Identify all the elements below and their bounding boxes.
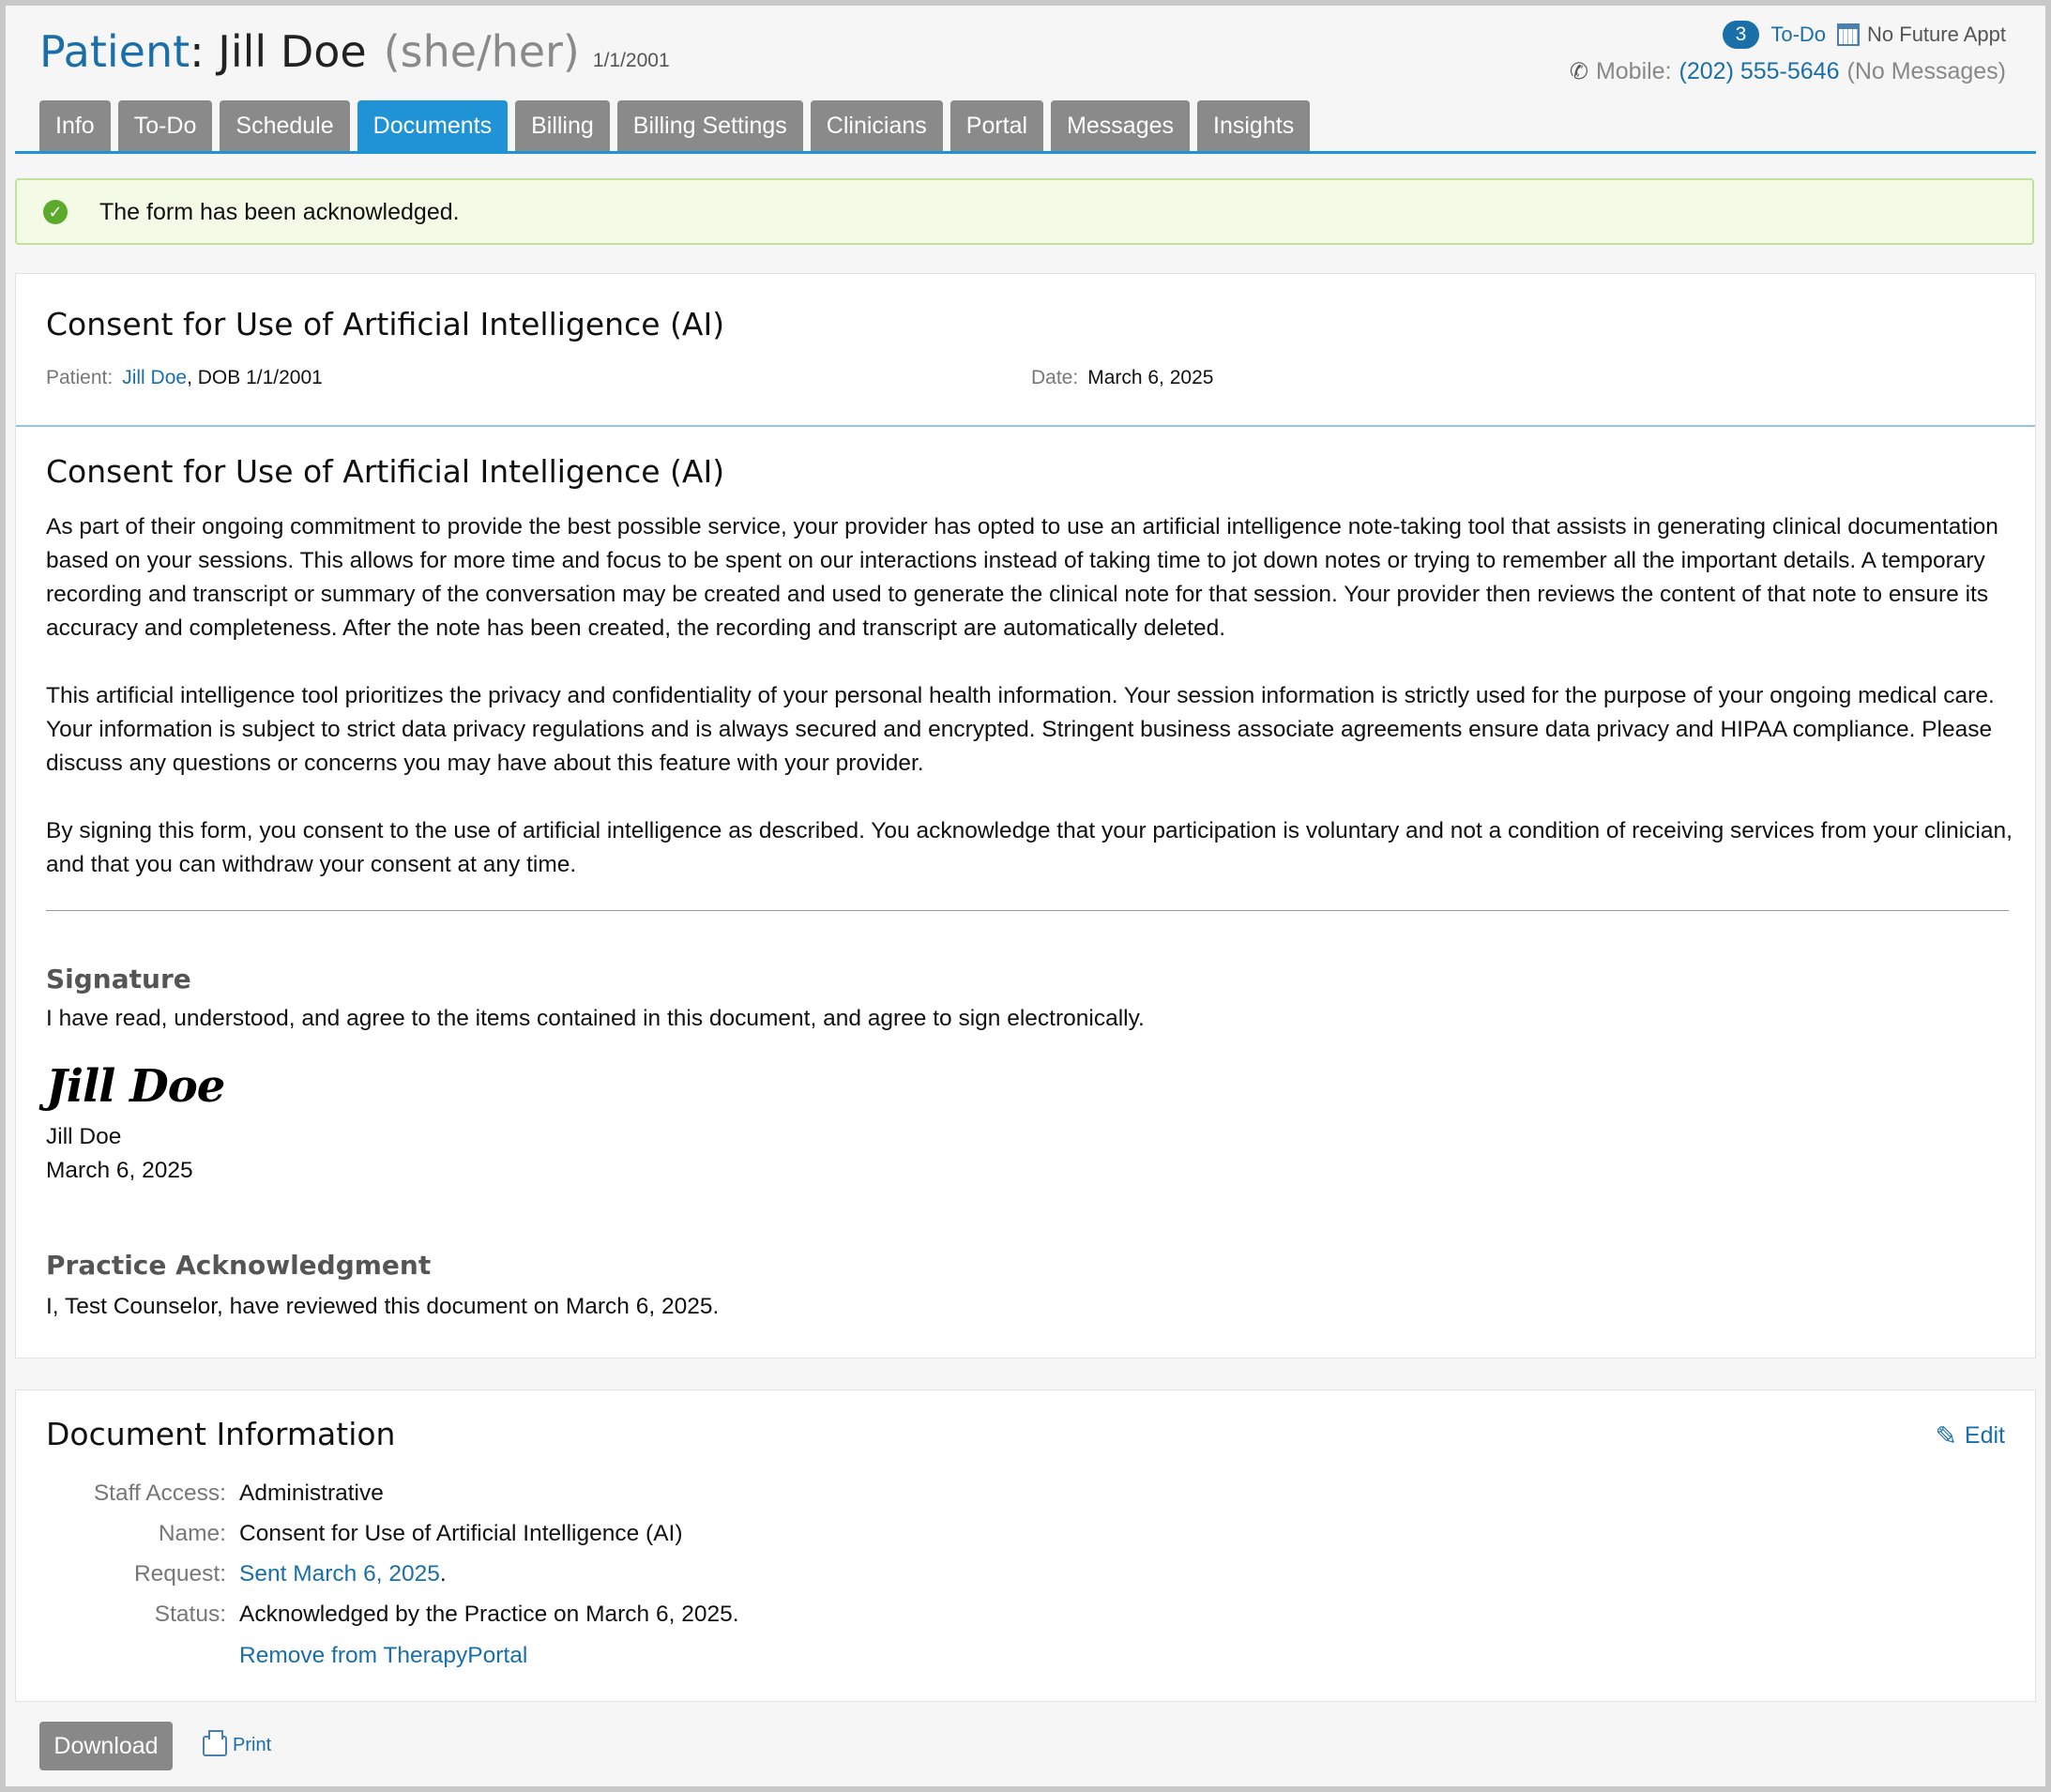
edit-button[interactable] <box>1935 1420 2005 1451</box>
edit-label: Edit <box>1964 1422 2005 1449</box>
tab-messages[interactable]: Messages <box>1051 100 1190 151</box>
info-value: Administrative <box>239 1481 384 1506</box>
tab-todo[interactable]: To-Do <box>118 100 213 151</box>
info-value: Consent for Use of Artificial Intelligence (AI) <box>239 1521 683 1546</box>
print-label: Print <box>233 1735 272 1755</box>
info-row-staff-access <box>16 1481 384 1507</box>
calendar-icon <box>1837 23 1860 46</box>
paragraph-1: As part of their ongoing commitment to provide the best possible service, your provider has opted to use an artificial intelligence note-taking tool that assists in generating clinical documentation based on your sessions. This allows for more time and focus to be spent on our interactions instead of taking time to jot down notes or trying to remember all the important details. A temporary recording and transcript or summary of the conversation may be created and used to generate the clinical note for that session. Your provider then reviews the content of that note to ensure its accuracy and completeness. After the note has been created, the recording and transcript are automatically deleted. <box>46 514 1998 641</box>
divider <box>16 425 2035 427</box>
document-title: Consent for Use of Artificial Intelligence (AI) <box>46 306 725 342</box>
paragraph-2: This artificial intelligence tool prioritizes the privacy and confidentiality of your personal health information. Your session information is strictly used for the purpose of your ongoing medical care. Your information is subject to strict data privacy regulations and is always secured and encrypted. Stringent business associate agreements ensure data privacy and HIPAA compliance. Please discuss any questions or concerns you may have about this feature with your provider. <box>46 683 1995 776</box>
meta-date-value: March 6, 2025 <box>1087 367 1214 388</box>
patient-name: Jill Doe <box>218 26 367 77</box>
signed-date: March 6, 2025 <box>46 1158 193 1183</box>
mobile-row <box>1570 58 2006 85</box>
mobile-label: Mobile: <box>1595 58 1672 84</box>
pronouns: (she/her) <box>383 26 580 77</box>
meta-patient-dob: , DOB 1/1/2001 <box>187 367 323 388</box>
signature-statement: I have read, understood, and agree to the items contained in this document, and agree to sign electronically. <box>46 1006 1145 1031</box>
request-link[interactable]: Sent March 6, 2025 <box>239 1561 440 1587</box>
info-row-status <box>16 1602 739 1628</box>
tab-clinicians[interactable]: Clinicians <box>811 100 943 151</box>
tab-billing-settings[interactable]: Billing Settings <box>617 100 803 151</box>
info-row-remove <box>16 1643 527 1669</box>
printer-icon <box>203 1736 227 1756</box>
phone-icon: ✆ <box>1569 59 1588 84</box>
future-appt-status <box>1837 23 2006 47</box>
tab-insights[interactable]: Insights <box>1197 100 1310 151</box>
tab-bar <box>39 100 1310 151</box>
patient-link[interactable]: Jill Doe <box>122 367 188 388</box>
patient-dob: 1/1/2001 <box>592 50 670 71</box>
info-label: Request: <box>133 1561 226 1587</box>
signature-heading: Signature <box>46 964 191 995</box>
page-title: Patient: Jill Doe (she/her) 1/1/2001 <box>39 26 670 77</box>
info-row-request: Request: Sent March 6, 2025. <box>16 1561 447 1587</box>
mobile-note: (No Messages) <box>1846 58 2006 84</box>
date-meta <box>1031 367 1213 389</box>
meta-patient-label: Patient: <box>46 367 114 388</box>
mobile-number-link[interactable]: (202) 555-5646 <box>1679 58 1840 84</box>
appt-label: No Future Appt <box>1867 23 2006 46</box>
document-panel <box>15 273 2036 1359</box>
document-body-title: Consent for Use of Artificial Intelligence (AI) <box>46 453 725 490</box>
check-circle-icon: ✓ <box>43 200 68 224</box>
download-button[interactable]: Download <box>39 1722 173 1770</box>
info-value: Acknowledged by the Practice on March 6, 2025. <box>239 1602 739 1627</box>
header-status <box>1570 21 2006 85</box>
signer-name: Jill Doe <box>46 1124 122 1149</box>
alert-message: The form has been acknowledged. <box>99 199 460 225</box>
patient-label: Patient <box>39 26 190 77</box>
paragraph-3: By signing this form, you consent to the use of artificial intelligence as described. You acknowledge that your participation is voluntary and not a condition of receiving services from your clinician, and that you can withdraw your consent at any time. <box>46 818 2013 877</box>
success-alert <box>15 178 2034 245</box>
tab-underline <box>15 151 2036 154</box>
signature-image: Jill Doe <box>46 1060 225 1113</box>
divider <box>46 910 2009 911</box>
info-label: Name: <box>158 1521 226 1546</box>
pencil-icon: ✎ <box>1935 1421 1957 1450</box>
document-info-title: Document Information <box>46 1416 396 1452</box>
tab-documents[interactable]: Documents <box>357 100 508 151</box>
info-label: Staff Access: <box>93 1481 226 1506</box>
tab-billing[interactable]: Billing <box>515 100 610 151</box>
meta-date-label: Date: <box>1031 367 1079 388</box>
acknowledgment-heading: Practice Acknowledgment <box>46 1250 432 1281</box>
print-button[interactable] <box>203 1735 271 1756</box>
patient-meta <box>46 367 323 389</box>
app-frame <box>6 6 2045 1786</box>
tab-info[interactable]: Info <box>39 100 111 151</box>
document-info-panel <box>15 1390 2036 1702</box>
todo-count-badge[interactable]: 3 <box>1723 21 1760 49</box>
acknowledgment-text: I, Test Counselor, have reviewed this document on March 6, 2025. <box>46 1294 720 1319</box>
remove-from-portal-link[interactable]: Remove from TherapyPortal <box>239 1643 528 1668</box>
tab-portal[interactable]: Portal <box>950 100 1043 151</box>
info-label: Status: <box>154 1602 226 1627</box>
tab-schedule[interactable]: Schedule <box>220 100 349 151</box>
todo-link[interactable]: To-Do <box>1770 23 1827 46</box>
info-row-name <box>16 1521 683 1547</box>
